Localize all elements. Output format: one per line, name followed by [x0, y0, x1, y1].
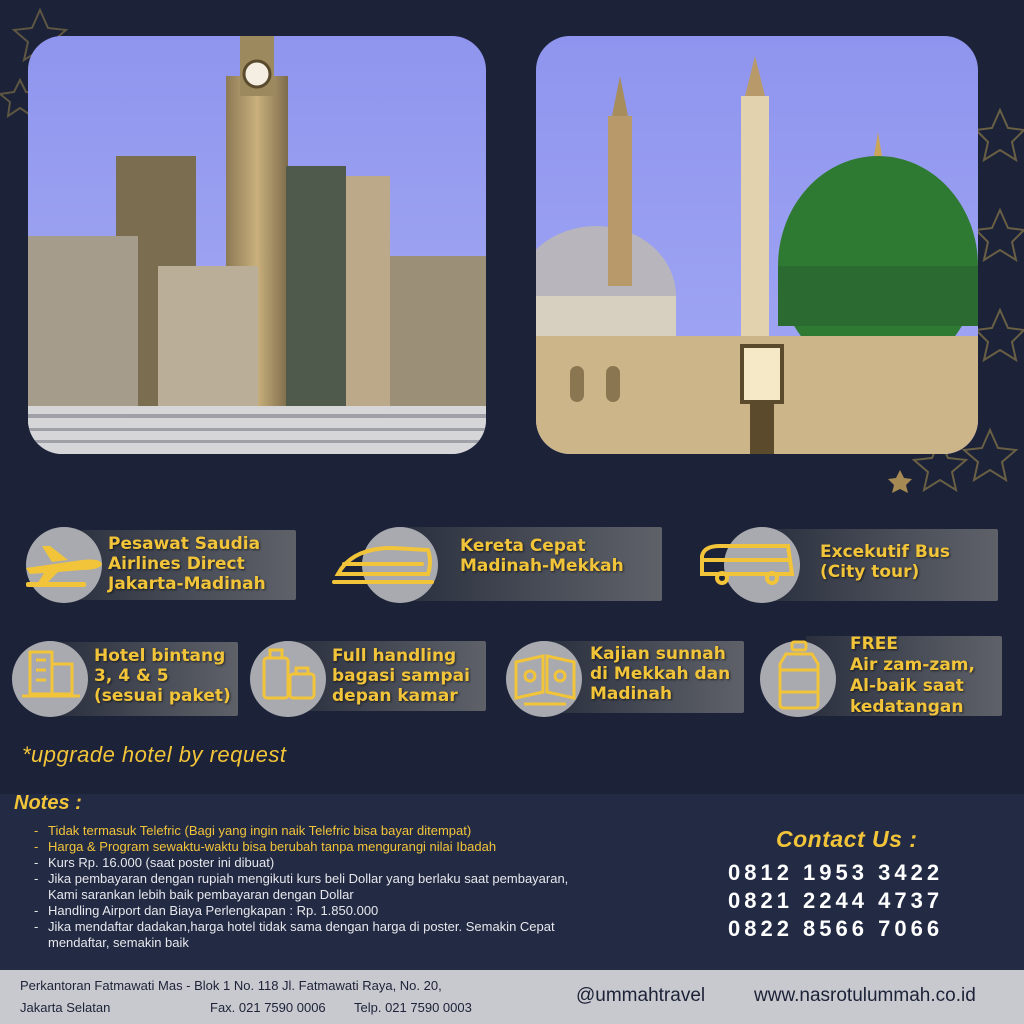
footer-address-line1: Perkantoran Fatmawati Mas - Blok 1 No. 118 Jl. Fatmawati Raya, No. 20, — [20, 978, 442, 993]
note-item: - Tidak termasuk Telefric (Bagi yang ingin naik Telefric bisa bayar ditempat) — [34, 823, 594, 839]
footer-social-handle[interactable]: @ummahtravel — [576, 985, 706, 1006]
footer-website-link[interactable]: www.nasrotulummah.co.id — [754, 985, 976, 1006]
quran-study-icon — [510, 648, 580, 708]
footer — [0, 970, 1024, 1024]
airplane-icon — [22, 540, 106, 590]
notes-title: Notes : — [14, 792, 82, 814]
feature-text-hotel: Hotel bintang 3, 4 & 5 (sesuai paket) — [94, 646, 231, 706]
upgrade-hotel-note: *upgrade hotel by request — [22, 742, 287, 767]
notes-list — [34, 823, 594, 951]
note-item: - Kurs Rp. 16.000 (saat poster ini dibuat) — [34, 855, 594, 871]
phone-number-2[interactable]: 0821 2244 4737 — [728, 888, 944, 913]
footer-telp: Telp. 021 7590 0003 — [354, 1000, 472, 1015]
footer-address-line2: Jakarta Selatan — [20, 1000, 111, 1015]
feature-text-flight: Pesawat Saudia Airlines Direct Jakarta-Madinah — [108, 534, 266, 594]
footer-fax: Fax. 021 7590 0006 — [210, 1000, 326, 1015]
feature-text-bus: Excekutif Bus (City tour) — [820, 542, 951, 582]
feature-text-study: Kajian sunnah di Mekkah dan Madinah — [590, 644, 731, 704]
note-item: - Harga & Program sewaktu-waktu bisa berubah tanpa mengurangi nilai Ibadah — [34, 839, 594, 855]
madinah-mosque-photo — [536, 36, 978, 454]
feature-text-zamzam: FREE Air zam-zam, Al-baik saat kedatangan — [850, 634, 975, 717]
makkah-clock-tower-photo — [28, 36, 486, 454]
note-item: - Jika mendaftar dadakan,harga hotel tidak sama dengan harga di poster. Semakin Cepat mendaftar, semakin baik — [34, 919, 594, 951]
feature-text-train: Kereta Cepat Madinah-Mekkah — [460, 536, 624, 576]
bus-icon — [696, 540, 796, 586]
phone-number-3[interactable]: 0822 8566 7066 — [728, 916, 944, 941]
note-item: - Handling Airport dan Biaya Perlengkapan : Rp. 1.850.000 — [34, 903, 594, 919]
luggage-icon — [258, 646, 320, 706]
train-icon — [332, 540, 436, 588]
water-bottle-icon — [776, 640, 822, 712]
contact-title: Contact Us : — [776, 826, 918, 852]
feature-text-luggage: Full handling bagasi sampai depan kamar — [332, 646, 470, 706]
hotel-icon — [18, 644, 84, 700]
phone-number-1[interactable]: 0812 1953 3422 — [728, 860, 944, 885]
note-item: - Jika pembayaran dengan rupiah mengikuti kurs beli Dollar yang berlaku saat pembayaran, Kami sarankan lebih baik pembayaran dengan Dollar — [34, 871, 594, 903]
